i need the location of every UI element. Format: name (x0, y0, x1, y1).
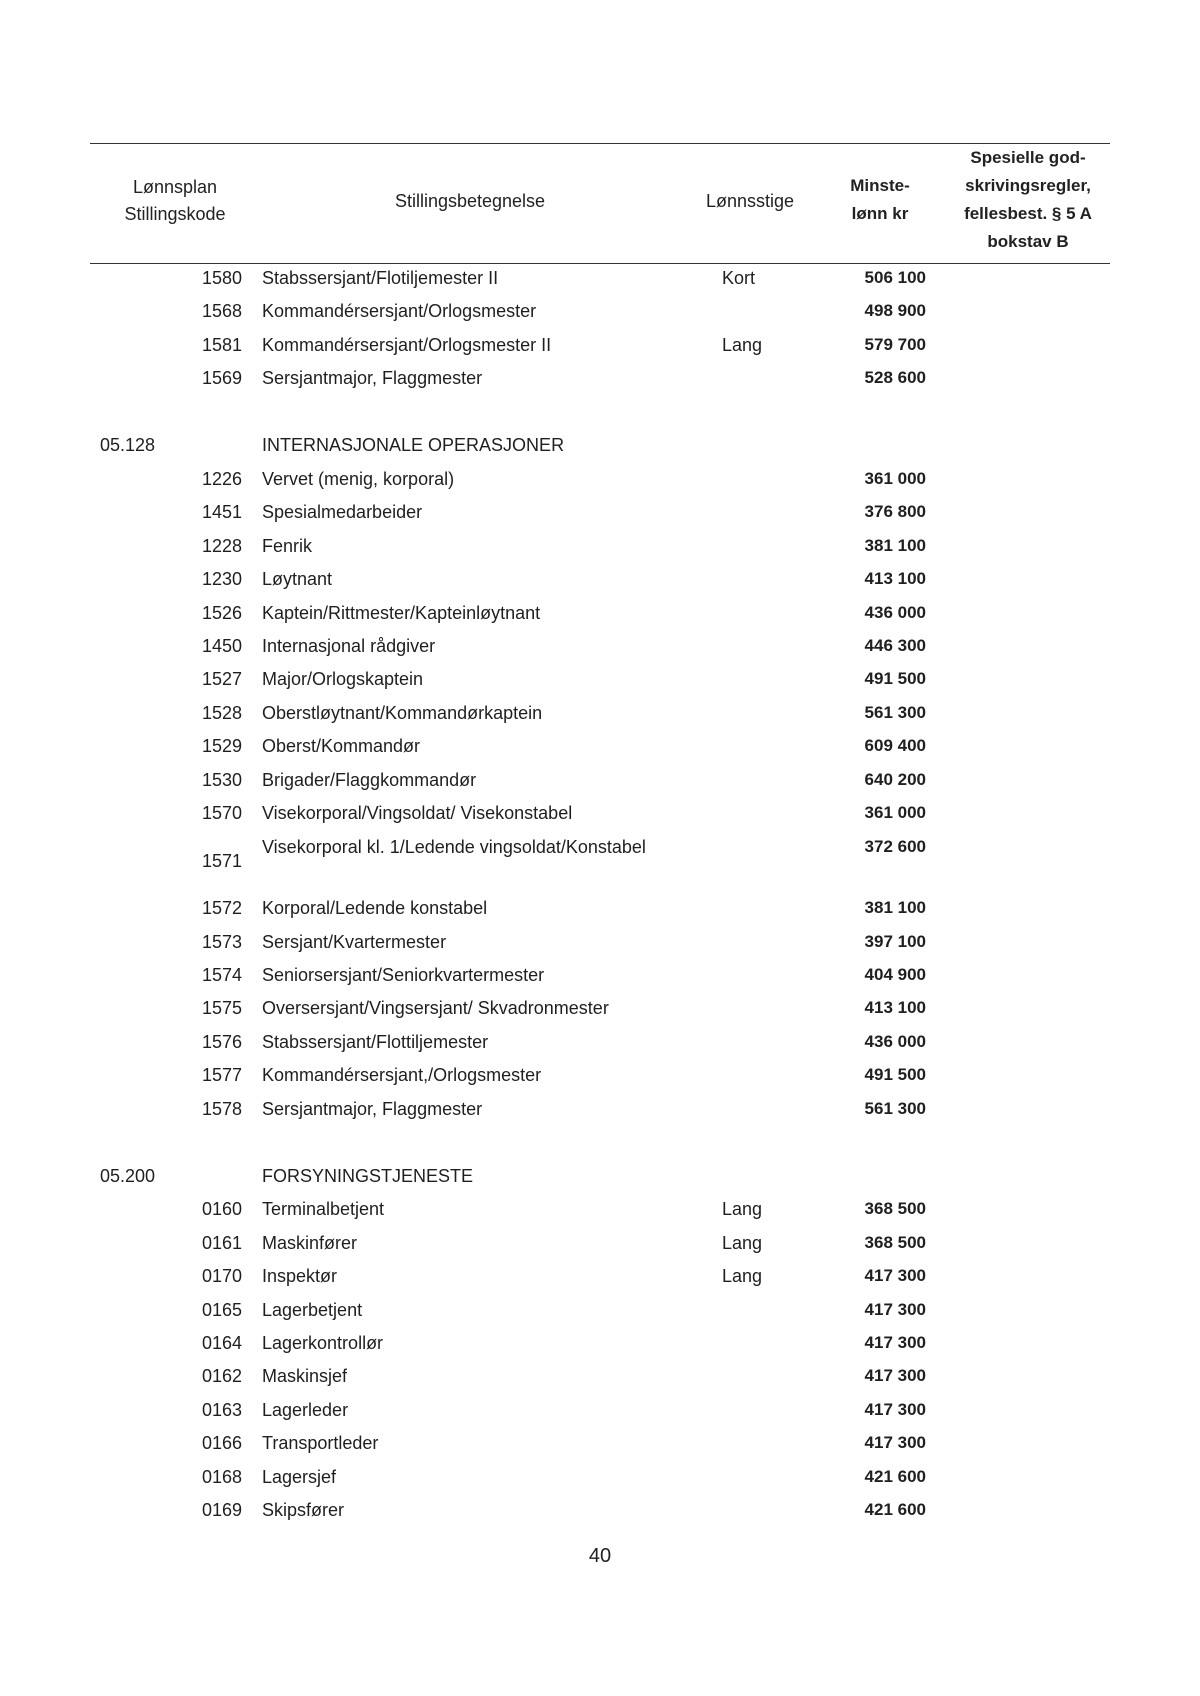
position-title: Transportleder (262, 1433, 379, 1453)
position-code: 0160 (201, 1199, 242, 1219)
salary-ladder: Lang (722, 1199, 763, 1219)
table-row (0, 894, 1200, 922)
minimum-salary: 361 000 (864, 803, 926, 822)
salary-ladder: Lang (722, 335, 763, 355)
position-code: 1571 (201, 851, 242, 871)
minimum-salary: 561 300 (864, 1099, 926, 1118)
minimum-salary: 413 100 (864, 569, 926, 588)
minimum-salary: 417 300 (864, 1400, 926, 1419)
table-row (0, 1229, 1200, 1257)
group-heading-row (0, 431, 1200, 459)
minimum-salary: 609 400 (864, 736, 926, 755)
position-title: Brigader/Flaggkommandør (262, 770, 477, 790)
position-code: 1578 (201, 1099, 242, 1119)
table-row (0, 1095, 1200, 1123)
position-code: 1581 (201, 335, 242, 355)
position-title: Kommandérsersjant/Orlogsmester II (262, 335, 552, 355)
position-code: 0164 (201, 1333, 242, 1353)
minimum-salary: 421 600 (864, 1467, 926, 1486)
table-row (0, 1262, 1200, 1290)
position-code: 0162 (201, 1366, 242, 1386)
position-title: Stabssersjant/Flottiljemester (262, 1032, 489, 1052)
group-title: INTERNASJONALE OPERASJONER (262, 435, 565, 455)
minimum-salary: 376 800 (864, 502, 926, 521)
position-code: 1580 (201, 268, 242, 288)
header-special-line3: fellesbest. § 5 A (964, 204, 1092, 223)
position-title: Lagerkontrollør (262, 1333, 384, 1353)
position-title: Visekorporal/Vingsoldat/ Visekonstabel (262, 803, 573, 823)
table-row (0, 632, 1200, 660)
position-title: Lagersjef (262, 1467, 337, 1487)
minimum-salary: 506 100 (864, 268, 926, 287)
position-code: 1530 (201, 770, 242, 790)
minimum-salary: 404 900 (864, 965, 926, 984)
table-row (0, 1496, 1200, 1524)
position-code: 1569 (201, 368, 242, 388)
group-heading-row (0, 1162, 1200, 1190)
position-code: 1528 (201, 703, 242, 723)
position-title: Løytnant (262, 569, 333, 589)
page-number: 40 (588, 1545, 612, 1567)
position-title: Kommandérsersjant,/Orlogsmester (262, 1065, 542, 1085)
position-code: 1574 (201, 965, 242, 985)
minimum-salary: 640 200 (864, 770, 926, 789)
table-row (0, 1061, 1200, 1089)
header-stige-label: Lønnsstige (705, 191, 795, 211)
minimum-salary: 421 600 (864, 1500, 926, 1519)
position-code: 1228 (201, 536, 242, 556)
position-title: Lagerbetjent (262, 1300, 363, 1320)
position-title: Kommandérsersjant/Orlogsmester (262, 301, 537, 321)
minimum-salary: 528 600 (864, 368, 926, 387)
position-title: Oberst/Kommandør (262, 736, 421, 756)
position-title: Sersjant/Kvartermester (262, 932, 447, 952)
position-title: Maskinfører (262, 1233, 358, 1253)
position-code: 1226 (201, 469, 242, 489)
position-code: 0166 (201, 1433, 242, 1453)
position-code: 0163 (201, 1400, 242, 1420)
table-row (0, 1195, 1200, 1223)
minimum-salary: 436 000 (864, 1032, 926, 1051)
table-row (0, 766, 1200, 794)
position-title: Oberstløytnant/Kommandørkaptein (262, 703, 543, 723)
table-row (0, 833, 1200, 889)
position-code: 1230 (201, 569, 242, 589)
position-title: Stabssersjant/Flotiljemester II (262, 268, 499, 288)
table-row (0, 1463, 1200, 1491)
minimum-salary: 491 500 (864, 669, 926, 688)
table-row (0, 498, 1200, 526)
table-row (0, 465, 1200, 493)
table-row (0, 1296, 1200, 1324)
minimum-salary: 446 300 (864, 636, 926, 655)
table-row (0, 1028, 1200, 1056)
position-title: Skipsfører (262, 1500, 345, 1520)
position-title: Major/Orlogskaptein (262, 669, 424, 689)
minimum-salary: 498 900 (864, 301, 926, 320)
table-row (0, 1362, 1200, 1390)
position-code: 1451 (201, 502, 242, 522)
table-row (0, 699, 1200, 727)
minimum-salary: 417 300 (864, 1433, 926, 1452)
position-title: Seniorsersjant/Seniorkvartermester (262, 965, 545, 985)
position-code: 0168 (201, 1467, 242, 1487)
position-title: Visekorporal kl. 1/Ledende vingsoldat/Konstabel (262, 837, 646, 857)
minimum-salary: 417 300 (864, 1366, 926, 1385)
table-row (0, 928, 1200, 956)
table-row (0, 532, 1200, 560)
header-special-line4: bokstav B (987, 232, 1069, 251)
minimum-salary: 368 500 (864, 1233, 926, 1252)
minimum-salary: 361 000 (864, 469, 926, 488)
salary-ladder: Lang (722, 1266, 763, 1286)
minimum-salary: 436 000 (864, 603, 926, 622)
table-row (0, 297, 1200, 325)
position-title: Vervet (menig, korporal) (262, 469, 455, 489)
header-title-label: Stillingsbetegnelse (394, 191, 546, 211)
table-row (0, 799, 1200, 827)
minimum-salary: 491 500 (864, 1065, 926, 1084)
position-title: Sersjantmajor, Flaggmester (262, 1099, 483, 1119)
position-code: 0169 (201, 1500, 242, 1520)
position-title: Lagerleder (262, 1400, 349, 1420)
position-title: Korporal/Ledende konstabel (262, 898, 488, 918)
minimum-salary: 561 300 (864, 703, 926, 722)
position-code: 1573 (201, 932, 242, 952)
table-row (0, 364, 1200, 392)
table-row (0, 1329, 1200, 1357)
table-row (0, 331, 1200, 359)
table-row (0, 1429, 1200, 1457)
table-row (0, 961, 1200, 989)
position-title: Sersjantmajor, Flaggmester (262, 368, 483, 388)
header-plan-label: Lønnsplan (132, 177, 218, 197)
table-row (0, 264, 1200, 292)
header-special-line2: skrivingsregler, (965, 176, 1091, 195)
group-code: 05.128 (100, 435, 156, 455)
position-code: 1527 (201, 669, 242, 689)
position-code: 1575 (201, 998, 242, 1018)
minimum-salary: 368 500 (864, 1199, 926, 1218)
minimum-salary: 417 300 (864, 1333, 926, 1352)
position-code: 0165 (201, 1300, 242, 1320)
minimum-salary: 372 600 (864, 837, 926, 856)
minimum-salary: 381 100 (864, 536, 926, 555)
position-code: 0170 (201, 1266, 242, 1286)
minimum-salary: 381 100 (864, 898, 926, 917)
position-code: 1526 (201, 603, 242, 623)
position-title: Fenrik (262, 536, 313, 556)
position-title: Maskinsjef (262, 1366, 348, 1386)
position-title: Inspektør (262, 1266, 338, 1286)
salary-ladder: Lang (722, 1233, 763, 1253)
position-code: 1529 (201, 736, 242, 756)
header-code-label: Stillingskode (124, 204, 226, 224)
salary-ladder: Kort (722, 268, 756, 288)
minimum-salary: 417 300 (864, 1300, 926, 1319)
group-code: 05.200 (100, 1166, 156, 1186)
table-row (0, 665, 1200, 693)
header-special-line1: Spesielle god- (970, 148, 1086, 167)
position-title: Kaptein/Rittmester/Kapteinløytnant (262, 603, 541, 623)
minimum-salary: 579 700 (864, 335, 926, 354)
table-row (0, 599, 1200, 627)
position-code: 1568 (201, 301, 242, 321)
position-code: 1572 (201, 898, 242, 918)
table-row (0, 1396, 1200, 1424)
header-min-line2: lønn kr (851, 204, 909, 223)
table-row (0, 994, 1200, 1022)
table-row (0, 565, 1200, 593)
minimum-salary: 413 100 (864, 998, 926, 1017)
header-min-line1: Minste- (850, 176, 910, 195)
position-code: 1576 (201, 1032, 242, 1052)
position-code: 0161 (201, 1233, 242, 1253)
table-row (0, 732, 1200, 760)
position-code: 1570 (201, 803, 242, 823)
position-title: Terminalbetjent (262, 1199, 385, 1219)
position-title: Oversersjant/Vingsersjant/ Skvadronmester (262, 998, 609, 1018)
position-code: 1450 (201, 636, 242, 656)
minimum-salary: 397 100 (864, 932, 926, 951)
minimum-salary: 417 300 (864, 1266, 926, 1285)
group-title: FORSYNINGSTJENESTE (262, 1166, 474, 1186)
position-code: 1577 (201, 1065, 242, 1085)
position-title: Internasjonal rådgiver (262, 636, 436, 656)
position-title: Spesialmedarbeider (262, 502, 423, 522)
